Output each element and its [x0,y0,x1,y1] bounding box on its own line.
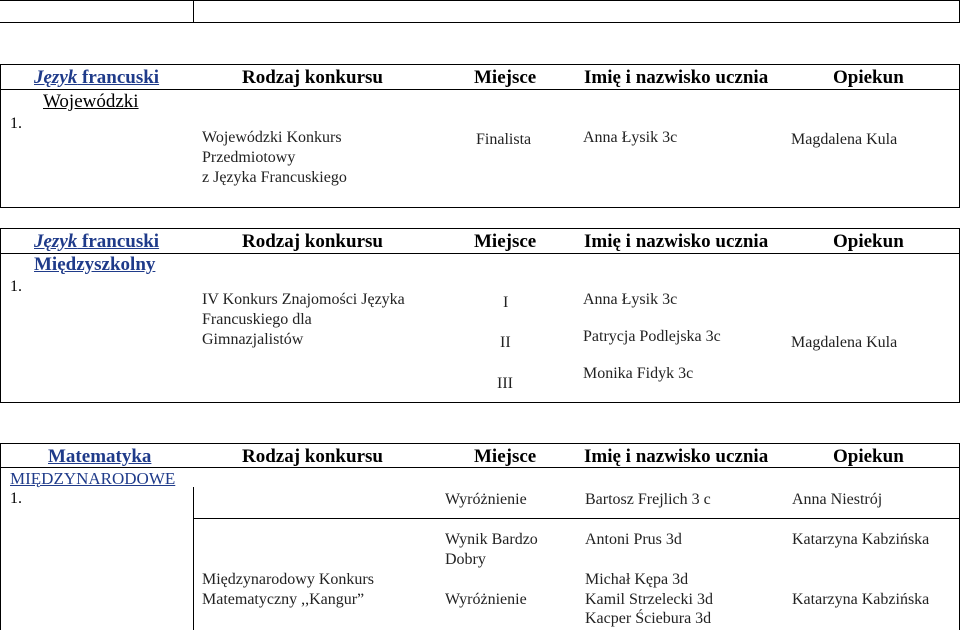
contest-line-2: Matematyczny ,,Kangur” [202,591,365,608]
student-1: Antoni Prus 3d [585,531,682,548]
level-label: Wojewódzki [43,91,139,112]
col-rodzaj-header: Rodzaj konkursu [242,67,383,88]
contest-line-3: z Języka Francuskiego [202,169,347,186]
place-3: Wyróżnienie [445,591,527,608]
col-miejsce-header: Miejsce [474,67,537,88]
subject-header [34,67,159,89]
place-2: Dobry [445,551,486,568]
tutor-1: Katarzyna Kabzińska [792,531,930,548]
contest-line-2: Francuskiego dla [202,311,312,328]
contest-line-1: IV Konkurs Znajomości Języka [202,291,405,308]
place-1: Wynik Bardzo [445,531,538,548]
col-rodzaj-header: Rodzaj konkursu [242,446,383,467]
student-4: Kacper Ściebura 3d [585,610,712,627]
subject-rest: francuski [77,67,160,88]
contest-line-2: Przedmiotowy [202,149,296,166]
row1-student: Bartosz Frejlich 3 c [585,491,711,508]
level-label: MIĘDZYNARODOWE [10,469,176,488]
subject-italic: Język [34,231,78,252]
subject-header [34,231,159,253]
subject-italic: Język [34,67,78,88]
row1-place: Wyróżnienie [445,491,527,508]
student-3: Kamil Strzelecki 3d [585,591,713,608]
place-3: III [497,375,513,392]
student-2: Michał Kępa 3d [585,571,689,588]
contest-line-1: Międzynarodowy Konkurs [202,571,374,588]
place: Finalista [476,131,532,148]
col-opiekun-header: Opiekun [833,231,904,252]
tutor: Magdalena Kula [791,131,898,148]
col-miejsce-header: Miejsce [474,446,537,467]
subject-rest: francuski [77,231,160,252]
col-opiekun-header: Opiekun [833,446,904,467]
rank: 1. [10,278,22,295]
row1-tutor: Anna Niestrój [792,491,883,508]
student-1: Anna Łysik 3c [583,291,678,308]
col-imie-header: Imię i nazwisko ucznia [584,67,769,88]
student-3: Monika Fidyk 3c [583,365,694,382]
subject-header: Matematyka [48,446,152,467]
rank: 1. [10,490,22,507]
col-rodzaj-header: Rodzaj konkursu [242,231,383,252]
col-miejsce-header: Miejsce [474,231,537,252]
place-2: II [500,334,511,351]
col-imie-header: Imię i nazwisko ucznia [584,231,769,252]
rank: 1. [10,115,22,132]
student: Anna Łysik 3c [583,129,678,146]
col-imie-header: Imię i nazwisko ucznia [584,446,769,467]
student-2: Patrycja Podlejska 3c [583,328,721,345]
tutor-2: Katarzyna Kabzińska [792,591,930,608]
place-1: I [503,294,509,311]
contest-line-3: Gimnazjalistów [202,331,304,348]
col-opiekun-header: Opiekun [833,67,904,88]
tutor: Magdalena Kula [791,334,898,351]
contest-line-1: Wojewódzki Konkurs [202,129,342,146]
level-label: Międzyszkolny [34,254,156,275]
